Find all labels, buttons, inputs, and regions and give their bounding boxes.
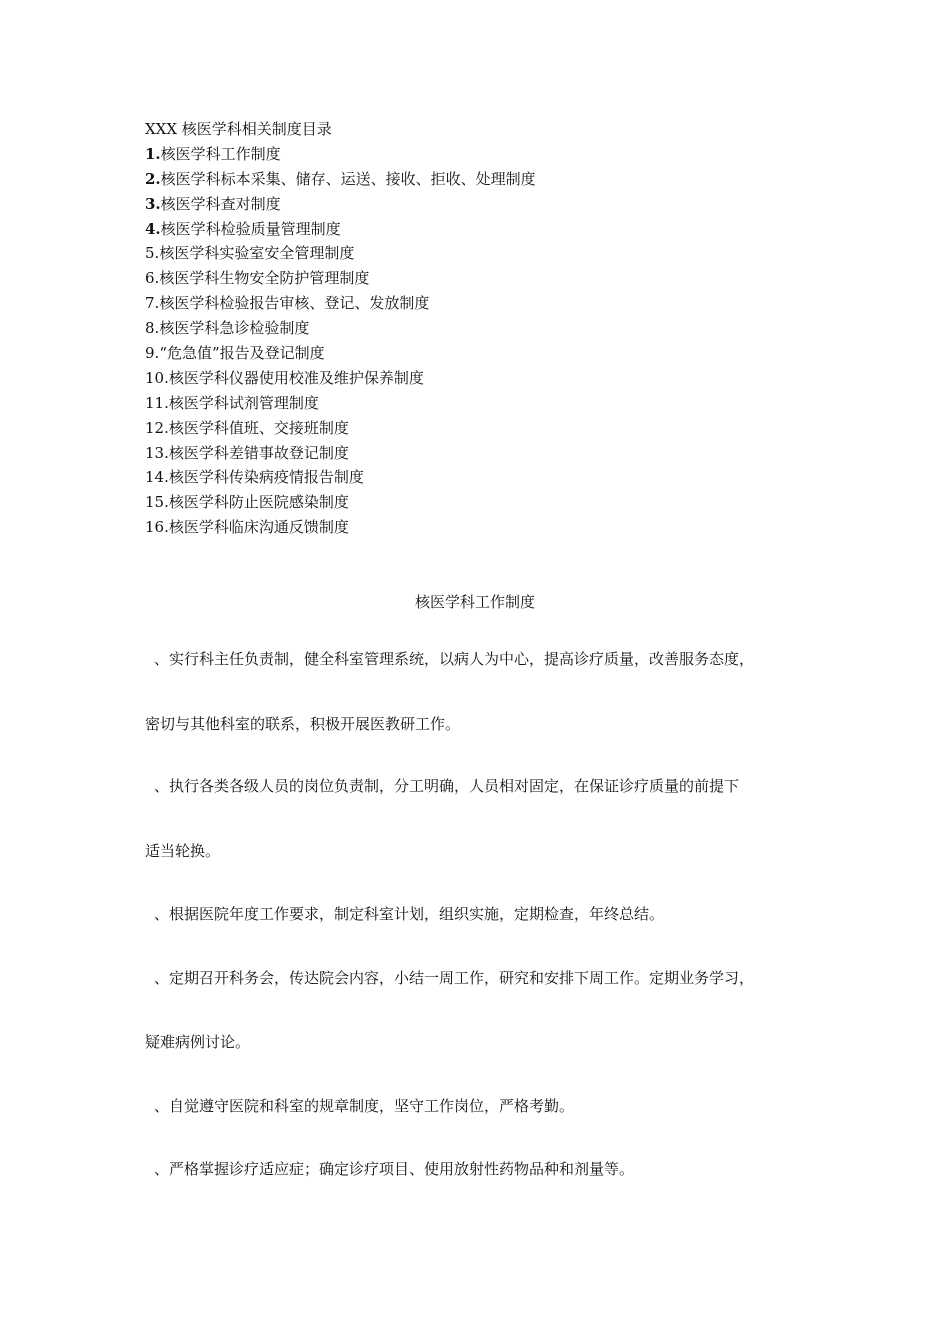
- paragraph-line: 疑难病例讨论。: [145, 1033, 251, 1051]
- toc-item: [145, 366, 825, 391]
- toc-item-number: 8.: [145, 319, 160, 338]
- toc-item-text: 核医学科临床沟通反馈制度: [168, 518, 349, 537]
- toc-item-number: 10.: [145, 368, 169, 387]
- toc-item: [145, 341, 825, 366]
- toc-item: [145, 416, 825, 441]
- toc-item-text: 核医学科检验报告审核、登记、发放制度: [159, 294, 430, 313]
- toc-item-text: 核医学科差错事故登记制度: [168, 443, 349, 462]
- toc-item-text: 核医学科生物安全防护管理制度: [159, 269, 370, 288]
- section-title: 核医学科工作制度: [414, 593, 535, 611]
- toc-item-text: 核医学科急诊检验制度: [159, 319, 310, 338]
- toc-item-number: 5.: [145, 244, 160, 263]
- toc-item-number: 12.: [145, 418, 169, 437]
- paragraph-line: 、严格掌握诊疗适应症；确定诊疗项目、使用放射性药物品种和剂量等。: [154, 1160, 635, 1178]
- paragraph-line: 、自觉遵守医院和科室的规章制度，坚守工作岗位，严格考勤。: [154, 1097, 575, 1115]
- paragraph-line: 适当轮换。: [145, 842, 221, 860]
- toc-item: [145, 490, 825, 515]
- toc-item-text: 核医学科传染病疫情报告制度: [168, 468, 364, 487]
- toc-item-number: 16.: [145, 518, 169, 537]
- toc-item-text: 核医学科仪器使用校准及维护保养制度: [168, 368, 424, 387]
- toc-item-text: 核医学科实验室安全管理制度: [159, 244, 355, 263]
- toc-item-number: 9.: [145, 344, 160, 363]
- toc-item: [145, 167, 825, 192]
- toc-item-number: 14.: [145, 468, 169, 487]
- toc-item-number: 3.: [145, 194, 161, 213]
- toc-item-number: 11.: [145, 393, 169, 412]
- toc-heading: XXX 核医学科相关制度目录: [145, 120, 332, 138]
- toc-item-number: 15.: [145, 493, 169, 512]
- toc-item-text: 核医学科工作制度: [160, 144, 281, 163]
- toc-item: [145, 266, 825, 291]
- toc-item: [145, 316, 825, 341]
- toc-item-text: 核医学科检验质量管理制度: [160, 219, 341, 238]
- toc-item: [145, 192, 825, 217]
- paragraph-line: 、执行各类各级人员的岗位负责制，分工明确，人员相对固定，在保证诊疗质量的前提下: [154, 777, 740, 795]
- toc-item: [145, 391, 825, 416]
- toc-item: [145, 217, 825, 242]
- toc-item-text: 核医学科标本采集、储存、运送、接收、拒收、处理制度: [160, 169, 536, 188]
- toc-item-text: “危急值”报告及登记制度: [159, 344, 325, 363]
- toc-item-number: 2.: [145, 169, 161, 188]
- toc-item: [145, 465, 825, 490]
- toc-item-number: 1.: [145, 144, 161, 163]
- paragraph-line: 、定期召开科务会，传达院会内容，小结一周工作，研究和安排下周工作。定期业务学习，: [154, 969, 755, 987]
- toc-item-text: 核医学科防止医院感染制度: [168, 493, 349, 512]
- toc-item: [145, 142, 825, 167]
- paragraph-line: 、根据医院年度工作要求，制定科室计划，组织实施，定期检查，年终总结。: [154, 905, 665, 923]
- table-of-contents: [145, 117, 825, 540]
- toc-item: [145, 441, 825, 466]
- toc-item-number: 7.: [145, 294, 160, 313]
- toc-item-text: 核医学科试剂管理制度: [168, 393, 319, 412]
- toc-item: [145, 241, 825, 266]
- toc-item: [145, 515, 825, 540]
- toc-item: [145, 291, 825, 316]
- paragraph-line: 密切与其他科室的联系，积极开展医教研工作。: [145, 715, 461, 733]
- toc-item-number: 4.: [145, 219, 161, 238]
- toc-item-text: 核医学科查对制度: [160, 194, 281, 213]
- toc-item-number: 13.: [145, 443, 169, 462]
- paragraph-line: 、实行科主任负责制，健全科室管理系统，以病人为中心，提高诊疗质量，改善服务态度，: [154, 650, 755, 668]
- toc-item-number: 6.: [145, 269, 160, 288]
- toc-item-text: 核医学科值班、交接班制度: [168, 418, 349, 437]
